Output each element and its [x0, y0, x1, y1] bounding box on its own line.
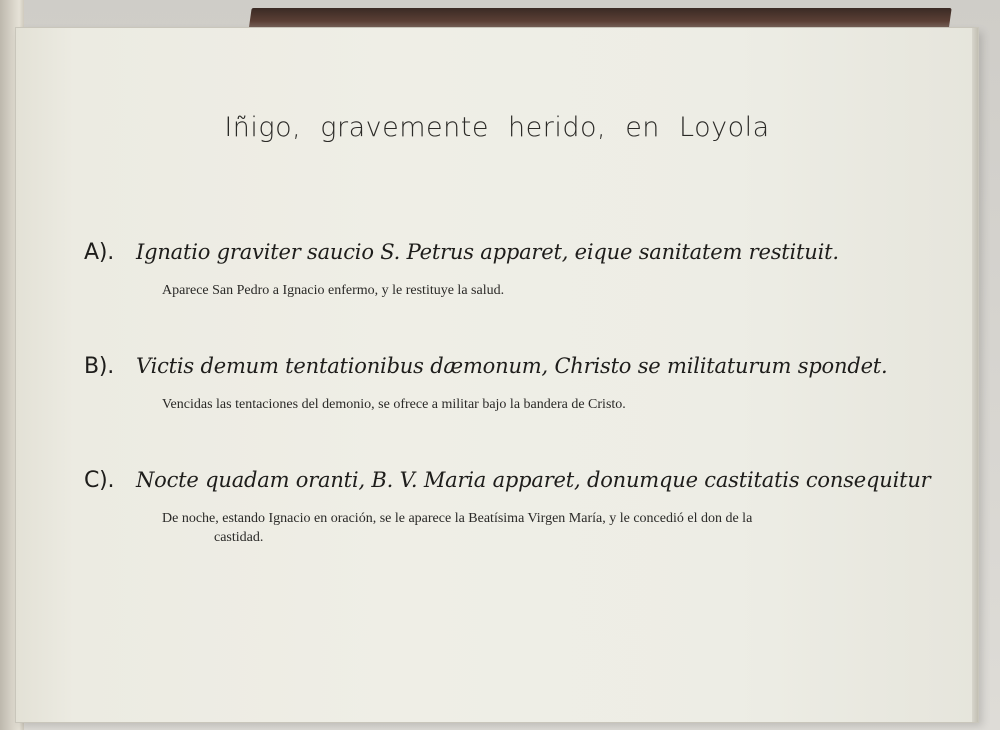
latin-caption-a: [84, 240, 944, 265]
spanish-caption-c-line2: castidad.: [214, 530, 264, 545]
book-page: [16, 28, 978, 722]
entry-letter-b: B).: [84, 354, 115, 379]
latin-caption-c: [84, 468, 944, 493]
latin-text-a: Ignatio graviter saucio S. Petrus apparet, eique sanitatem restituit.: [136, 240, 839, 264]
spanish-caption-c: [162, 509, 922, 547]
entry-b: [84, 354, 944, 414]
entry-a: [84, 240, 944, 300]
latin-text-b: Victis demum tentationibus dæmonum, Christo se militaturum spondet.: [136, 354, 888, 378]
spanish-caption-b: Vencidas las tentaciones del demonio, se ofrece a militar bajo la bandera de Cristo.: [162, 397, 626, 412]
page-title: Iñigo, gravemente herido, en Loyola: [224, 112, 770, 143]
entry-letter-a: A).: [84, 240, 115, 265]
spanish-caption-a: Aparece San Pedro a Ignacio enfermo, y le restituye la salud.: [162, 283, 505, 298]
spanish-caption-c-line1: De noche, estando Ignacio en oración, se le aparece la Beatísima Virgen María, y le concedió el don de la: [162, 511, 753, 526]
latin-caption-b: [84, 354, 944, 379]
entry-letter-c: C).: [84, 468, 115, 493]
entry-c: [84, 468, 944, 547]
latin-text-c: Nocte quadam oranti, B. V. Maria apparet, donumque castitatis consequitur: [136, 468, 931, 492]
